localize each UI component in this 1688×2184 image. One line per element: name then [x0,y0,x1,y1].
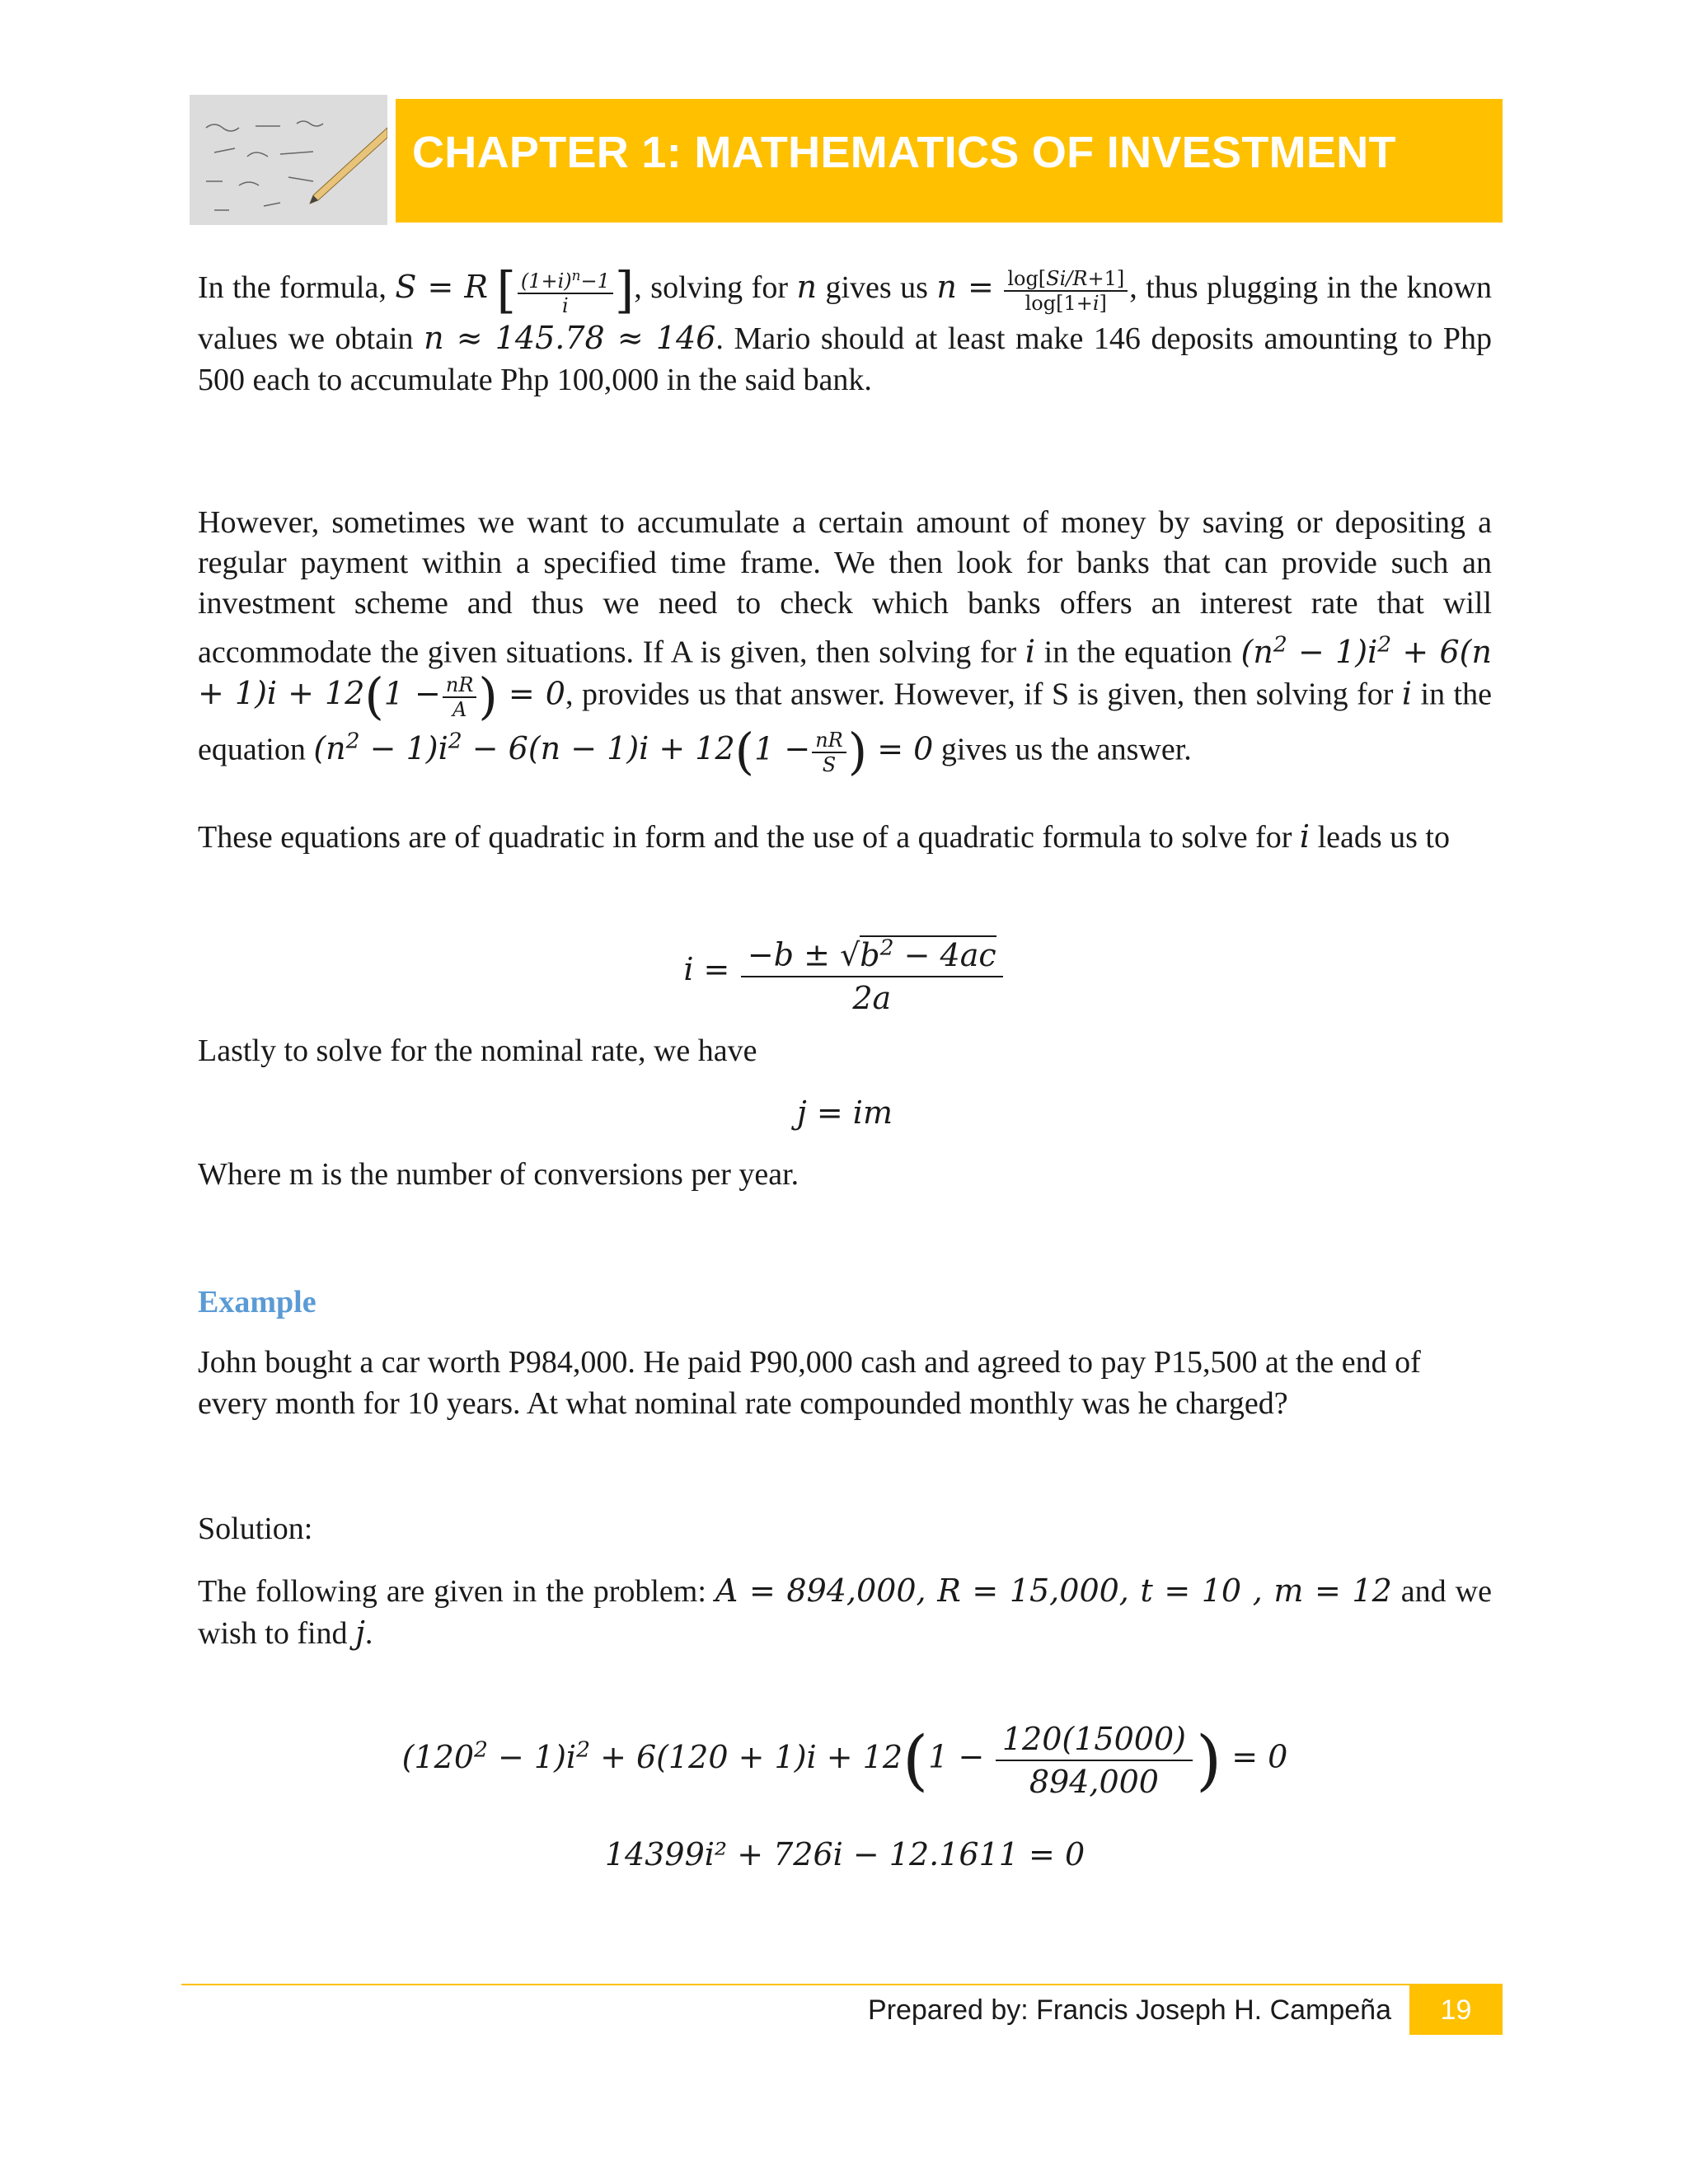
solution-label: Solution: [198,1511,313,1546]
page-number: 19 [1409,1985,1503,2035]
chapter-title: CHAPTER 1: MATHEMATICS OF INVESTMENT [412,128,1396,177]
header-photo [190,95,387,225]
math-notes-pencil-image [190,95,387,225]
fraction-annuity: $\frac{(1+i)^n-1}{i}$ [518,264,613,317]
paragraph-interest-equations: However, sometimes we want to accumulate a certain amount of money by saving or depositing a regular payment within a specified time frame. We then look for banks that can provide such an investment scheme and thus we need to check which banks offers an interest rate that will accommodate the given situations. If A is given, then solving for i in the equation $(n^2 - 1)i^2 + 6(n + 1)i + 12(1$ − $\frac{nR}{A}$ ) = 0, provides us that answer. However, if S is given, then solving for i in the equation $(n^2 - 1)i^2 - 6(n - 1)i + 12(1$ − $\frac{nR}{S}$ ) = 0 gives us the answer. [198,505,1492,781]
equation-final: 14399i² + 726i − 12.1611 = 0 [604,1836,1085,1872]
equation-substituted: $(120^2 - 1)i^2 + 6(120 + 1)i + 12(1$ − $\frac{120(15000)}{894,000}$ ) = 0 [198,1718,1492,1802]
quadratic-formula: i = $\frac{-b \pm √b^2 - 4ac}{2a}$ [198,927,1492,1019]
example-problem: John bought a car worth P984,000. He paid P90,000 cash and agreed to pay P15,500 at the end of every month for 10 years. At what nominal rate compounded monthly was he charged? [198,1345,1421,1421]
paragraph-nominal-rate: Lastly to solve for the nominal rate, we have [198,1033,757,1068]
paragraph-quadratic: These equations are of quadratic in form and the use of a quadratic formula to solve for i leads us to [198,818,1450,855]
given-values: The following are given in the problem: A = 894,000, R = 15,000, t = 10 , m = 12 and we wish to find j. [198,1572,1492,1651]
example-heading: Example [198,1285,316,1319]
formula-j: j = im [797,1094,893,1131]
formula-S: S = R [395,269,488,306]
footer-prepared-by: Prepared by: Francis Joseph H. Campeña [868,1994,1391,2026]
header-bar [396,99,1503,223]
paragraph-conversions: Where m is the number of conversions per year. [198,1157,799,1192]
fraction-log: $\frac{\log[Si/R+1]}{\log[1+i]}$ [1004,267,1128,315]
footer-divider [181,1984,1503,1985]
paragraph-formula-n: In the formula, S = R [ $\frac{(1+i)^n-1}{i}$ ], solving for n gives us n = $\frac{\log[Si/R+1]}{\log[1+i]}$ , thus plugging in the known values we obtain n ≈ 145.78 ≈ 146. Mario should at least make 146 deposits amounting to Php 500 each to accumulate Php 100,000 in the said bank. [198,261,1493,397]
